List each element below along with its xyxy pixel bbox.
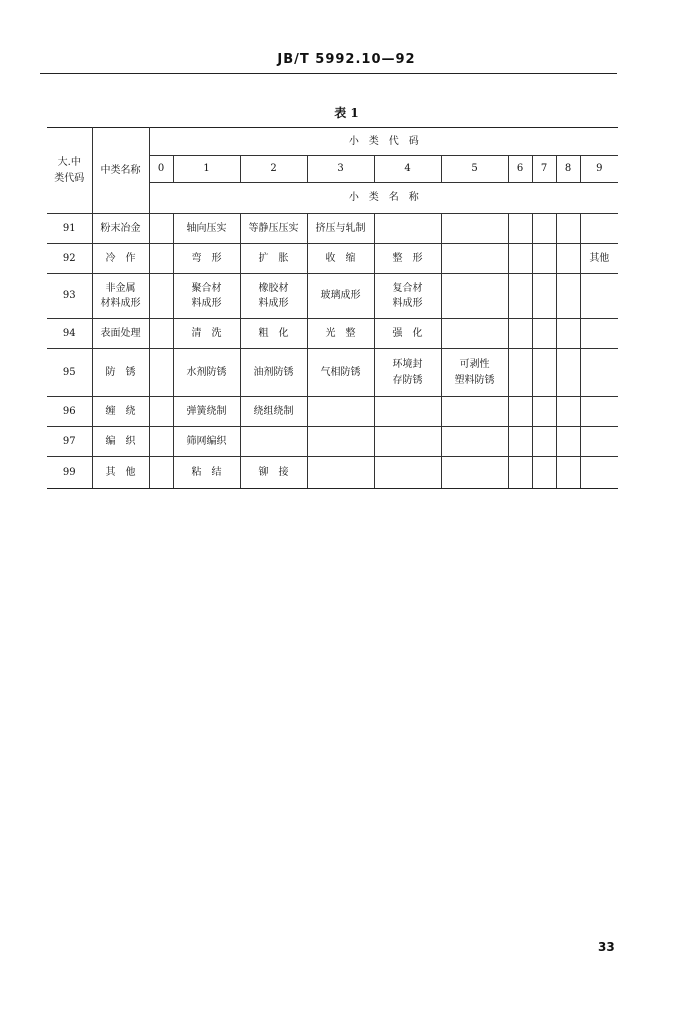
cell-2: 粗 化 — [240, 319, 307, 349]
cell-1: 粘 结 — [173, 457, 240, 489]
cell-5 — [441, 274, 508, 319]
cell-0 — [149, 214, 173, 244]
cell-9 — [580, 319, 618, 349]
group-code-header — [47, 128, 92, 214]
cell-6 — [508, 457, 532, 489]
row-name: 编 织 — [92, 427, 149, 457]
cell-5 — [441, 319, 508, 349]
cell-8 — [556, 397, 580, 427]
cell-8 — [556, 274, 580, 319]
cell-2: 铆 接 — [240, 457, 307, 489]
cell-6 — [508, 427, 532, 457]
cell-0 — [149, 319, 173, 349]
table-row — [47, 319, 618, 349]
row-name: 表面处理 — [92, 319, 149, 349]
cell-7 — [532, 319, 556, 349]
row-name: 冷 作 — [92, 244, 149, 274]
cell-1: 轴向压实 — [173, 214, 240, 244]
cell-3: 气相防锈 — [307, 349, 374, 397]
cell-4 — [374, 397, 441, 427]
cell-1: 清 洗 — [173, 319, 240, 349]
row-code: 97 — [47, 427, 92, 457]
cell-2 — [240, 427, 307, 457]
cell-2: 油剂防锈 — [240, 349, 307, 397]
cell-8 — [556, 349, 580, 397]
row-code: 91 — [47, 214, 92, 244]
cell-9 — [580, 427, 618, 457]
cell-7 — [532, 214, 556, 244]
cell-0 — [149, 427, 173, 457]
row-code: 92 — [47, 244, 92, 274]
page-number: 33 — [598, 940, 615, 954]
cell-1: 聚合材 料成形 — [173, 274, 240, 319]
row-code: 94 — [47, 319, 92, 349]
cell-1: 水剂防锈 — [173, 349, 240, 397]
digit-header-0: 0 — [149, 156, 173, 183]
digit-header-1: 1 — [173, 156, 240, 183]
row-code: 93 — [47, 274, 92, 319]
digit-header-2: 2 — [240, 156, 307, 183]
cell-4 — [374, 427, 441, 457]
small-code-header: 小 类 代 码 — [149, 128, 618, 156]
cell-0 — [149, 274, 173, 319]
classification-table — [47, 127, 618, 489]
cell-1: 弯 形 — [173, 244, 240, 274]
cell-8 — [556, 319, 580, 349]
cell-5 — [441, 397, 508, 427]
cell-7 — [532, 244, 556, 274]
cell-7 — [532, 457, 556, 489]
cell-5 — [441, 457, 508, 489]
digit-header-5: 5 — [441, 156, 508, 183]
footer-mark — [300, 1012, 400, 1018]
cell-8 — [556, 457, 580, 489]
cell-4: 强 化 — [374, 319, 441, 349]
cell-5 — [441, 244, 508, 274]
cell-9 — [580, 349, 618, 397]
cell-9 — [580, 457, 618, 489]
row-code: 96 — [47, 397, 92, 427]
table-row — [47, 274, 618, 319]
table-row — [47, 349, 618, 397]
cell-1: 筛网编织 — [173, 427, 240, 457]
digit-header-9: 9 — [580, 156, 618, 183]
digit-header-8: 8 — [556, 156, 580, 183]
cell-4: 复合材 料成形 — [374, 274, 441, 319]
header-rule — [40, 73, 617, 74]
cell-0 — [149, 397, 173, 427]
table-row — [47, 427, 618, 457]
cell-9 — [580, 397, 618, 427]
cell-9 — [580, 214, 618, 244]
middle-name-header: 中类名称 — [92, 128, 149, 214]
cell-0 — [149, 349, 173, 397]
row-name: 防 锈 — [92, 349, 149, 397]
cell-3: 玻璃成形 — [307, 274, 374, 319]
cell-4 — [374, 457, 441, 489]
cell-8 — [556, 244, 580, 274]
cell-3: 光 整 — [307, 319, 374, 349]
group-code-header-text: 大.中 类代码 — [54, 157, 85, 184]
cell-9: 其他 — [580, 244, 618, 274]
table-row — [47, 214, 618, 244]
digit-header-4: 4 — [374, 156, 441, 183]
cell-7 — [532, 349, 556, 397]
row-name: 粉末冶金 — [92, 214, 149, 244]
digit-header-7: 7 — [532, 156, 556, 183]
cell-2: 等静压压实 — [240, 214, 307, 244]
table-row — [47, 397, 618, 427]
cell-7 — [532, 397, 556, 427]
cell-0 — [149, 457, 173, 489]
cell-5 — [441, 214, 508, 244]
cell-2: 扩 胀 — [240, 244, 307, 274]
cell-7 — [532, 274, 556, 319]
cell-4: 环境封 存防锈 — [374, 349, 441, 397]
cell-9 — [580, 274, 618, 319]
cell-3: 挤压与轧制 — [307, 214, 374, 244]
cell-8 — [556, 214, 580, 244]
small-name-header: 小 类 名 称 — [149, 183, 618, 214]
digit-header-3: 3 — [307, 156, 374, 183]
cell-2: 绕组绕制 — [240, 397, 307, 427]
cell-1: 弹簧绕制 — [173, 397, 240, 427]
cell-3: 收 缩 — [307, 244, 374, 274]
cell-5 — [441, 427, 508, 457]
table-row — [47, 244, 618, 274]
digit-header-6: 6 — [508, 156, 532, 183]
cell-5: 可剥性 塑料防锈 — [441, 349, 508, 397]
cell-4 — [374, 214, 441, 244]
cell-6 — [508, 274, 532, 319]
cell-4: 整 形 — [374, 244, 441, 274]
table-title: 表 1 — [334, 106, 359, 120]
row-name: 缠 绕 — [92, 397, 149, 427]
row-name: 其 他 — [92, 457, 149, 489]
cell-8 — [556, 427, 580, 457]
cell-3 — [307, 457, 374, 489]
standard-code-header: JB/T 5992.10—92 — [277, 52, 416, 67]
cell-6 — [508, 397, 532, 427]
cell-6 — [508, 349, 532, 397]
row-code: 95 — [47, 349, 92, 397]
cell-7 — [532, 427, 556, 457]
cell-0 — [149, 244, 173, 274]
cell-6 — [508, 319, 532, 349]
cell-3 — [307, 427, 374, 457]
cell-2: 橡胶材 料成形 — [240, 274, 307, 319]
row-code: 99 — [47, 457, 92, 489]
cell-3 — [307, 397, 374, 427]
table-row — [47, 457, 618, 489]
row-name: 非金属 材料成形 — [92, 274, 149, 319]
cell-6 — [508, 214, 532, 244]
cell-6 — [508, 244, 532, 274]
